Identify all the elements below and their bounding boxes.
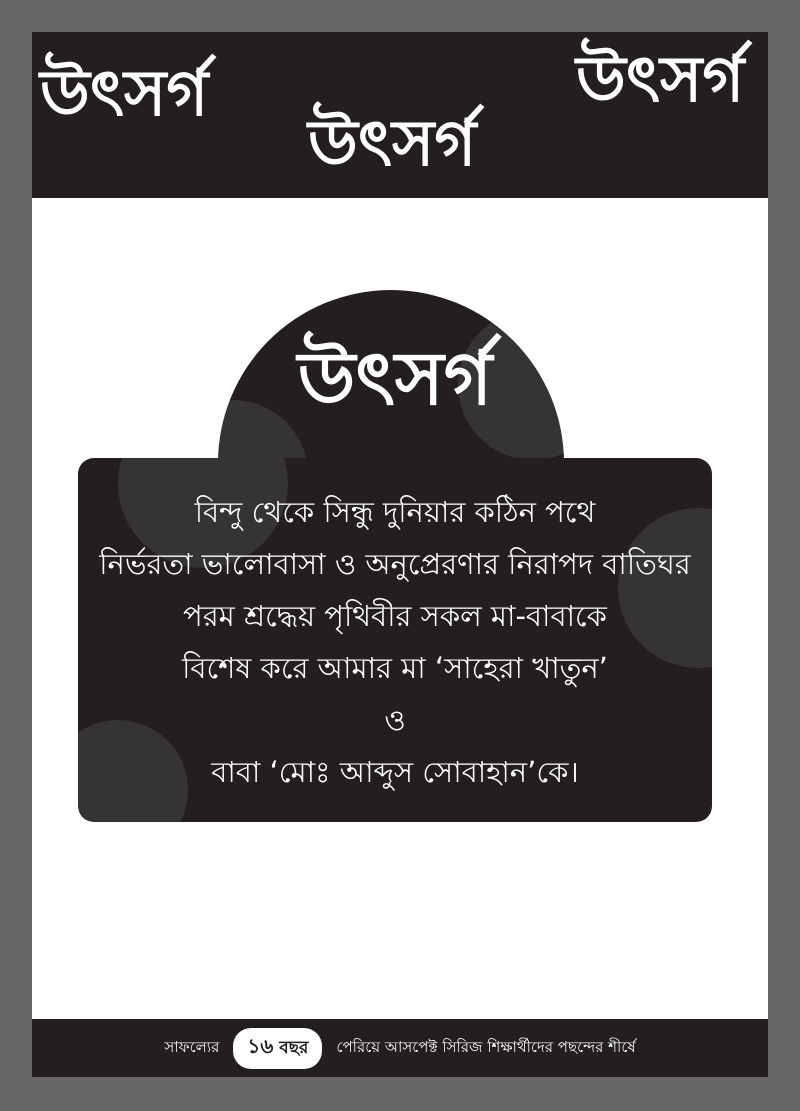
header-title-right: উৎসর্গ [576,43,745,117]
header-title-left: উৎসর্গ [40,57,209,131]
dedication-line: বিন্দু থেকে সিন্ধু দুনিয়ার কঠিন পথে [194,495,596,529]
dedication-text [78,486,712,798]
dedication-line: পরম শ্রদ্ধেয় পৃথিবীর সকল মা-বাবাকে [183,599,607,633]
footer-tagline [32,1019,768,1077]
years-badge-number: ১৬ [247,1033,274,1058]
dedication-line: নির্ভরতা ভালোবাসা ও অনুপ্রেরণার নিরাপদ বাতিঘর [99,547,691,581]
footer-text-before: সাফল্যের [164,1037,220,1056]
years-badge [233,1028,322,1069]
book-page [32,32,768,1077]
header-banner [32,32,768,198]
dedication-card [78,290,712,822]
footer-text-after: পেরিয়ে আসপেক্ট সিরিজ শিক্ষার্থীদের পছন্দের শীর্ষে [336,1037,636,1056]
years-badge-unit: বছর [279,1037,309,1058]
card-title: উৎসর্গ [297,336,493,422]
dedication-line: ও [384,703,406,737]
dedication-line: বিশেষ করে আমার মা ‘সাহেরা খাতুন’ [182,651,608,685]
footer-banner [32,1019,768,1077]
header-title-center: উৎসর্গ [308,107,477,181]
dedication-line: বাবা ‘মোঃ আব্দুস সোবাহান’কে। [211,755,579,789]
